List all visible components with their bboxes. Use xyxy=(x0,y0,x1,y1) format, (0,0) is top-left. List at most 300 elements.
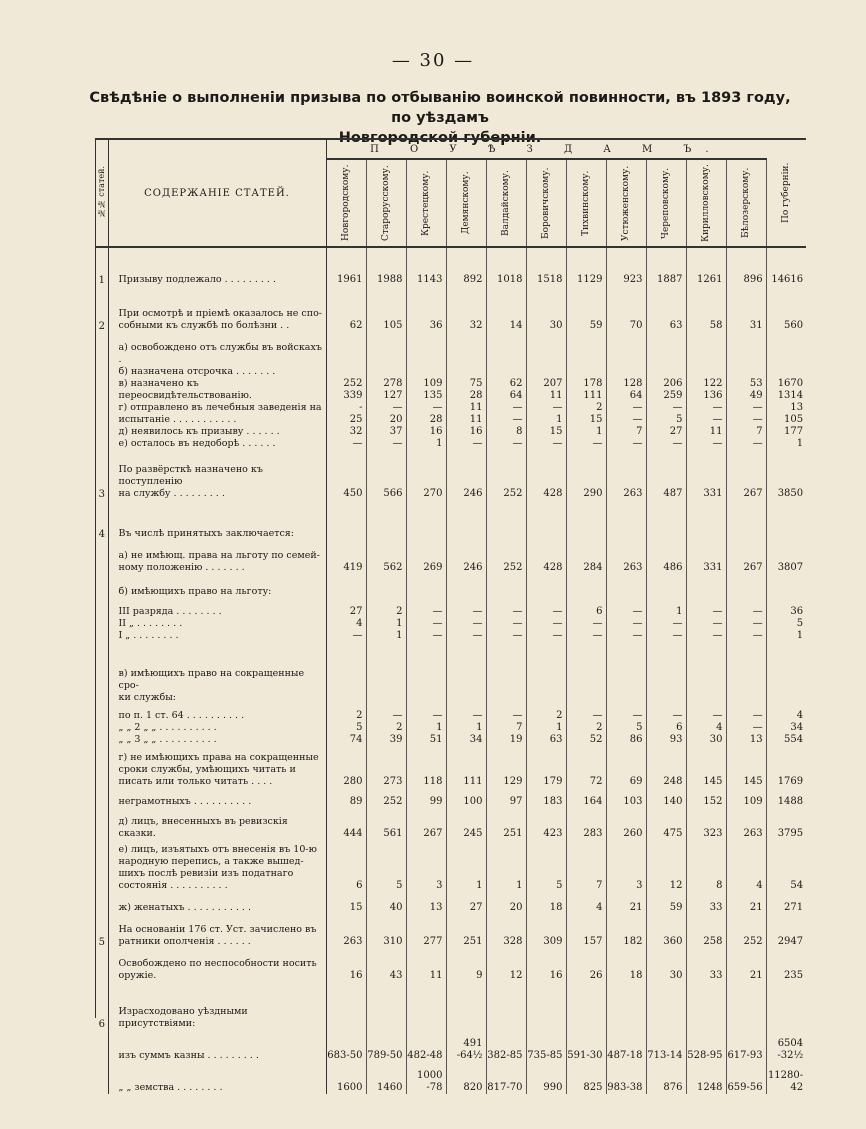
value-cell xyxy=(726,540,766,574)
value-cell xyxy=(606,746,646,788)
value-cell xyxy=(486,286,526,332)
cell-value: 278 xyxy=(383,378,403,389)
value-cell xyxy=(766,1030,806,1062)
cell-value: 252 xyxy=(503,488,523,499)
value-cell xyxy=(646,948,686,982)
cell-value: 2 xyxy=(556,710,563,721)
cell-value: 1961 xyxy=(337,274,363,285)
row-label xyxy=(108,914,326,948)
cell-value: — xyxy=(712,402,723,413)
value-cell xyxy=(726,840,766,892)
value-cell xyxy=(646,892,686,914)
value-cell xyxy=(446,982,486,1030)
value-cell xyxy=(766,704,806,746)
value-cell xyxy=(406,286,446,332)
value-cell xyxy=(726,500,766,540)
cell-value: 14616 xyxy=(771,274,804,285)
cell-value: — xyxy=(752,722,763,733)
table-row xyxy=(96,574,806,598)
cell-value: 37 xyxy=(389,426,403,437)
column-header: Демянскому. xyxy=(446,159,486,247)
value-cell xyxy=(566,704,606,746)
cell-value: 105 xyxy=(784,414,804,425)
value-cell xyxy=(406,574,446,598)
cell-value: 13 xyxy=(790,402,804,413)
cell-value: 1018 xyxy=(497,274,523,285)
value-cell xyxy=(526,914,566,948)
cell-value: 280 xyxy=(343,776,363,787)
value-cell xyxy=(326,948,366,982)
value-cell xyxy=(366,598,406,642)
row-label-line: ж) женатыхъ . . . . . . . . . . . xyxy=(118,902,251,913)
cell-value: 99 xyxy=(429,796,443,807)
cell-value: 152 xyxy=(703,796,723,807)
value-cell xyxy=(366,746,406,788)
value-cell xyxy=(646,286,686,332)
row-label-line: на службу . . . . . . . . . xyxy=(118,488,225,499)
cell-value: 5 xyxy=(676,414,683,425)
cell-value: 12 xyxy=(509,970,523,981)
value-cell xyxy=(766,914,806,948)
cell-value: 1 xyxy=(396,618,403,629)
num-header: №№ статей. xyxy=(96,139,108,247)
value-cell xyxy=(646,500,686,540)
row-label xyxy=(108,704,326,746)
value-cell xyxy=(486,500,526,540)
cell-value: 1 xyxy=(436,438,443,449)
row-label xyxy=(108,948,326,982)
cell-value: 72 xyxy=(589,776,603,787)
cell-value: 28 xyxy=(429,414,443,425)
cell-value: 21 xyxy=(749,902,763,913)
table-row xyxy=(96,948,806,982)
value-cell xyxy=(686,247,726,286)
value-cell xyxy=(526,1062,566,1094)
row-number: 2 xyxy=(96,286,108,332)
cell-value: 5 xyxy=(796,618,804,629)
value-cell xyxy=(486,704,526,746)
value-cell xyxy=(446,1062,486,1094)
cell-value: 3795 xyxy=(777,828,804,839)
cell-value: 63 xyxy=(549,734,563,745)
cell-value: — xyxy=(552,630,563,641)
table-row xyxy=(96,332,806,450)
cell-value: 487 xyxy=(663,488,683,499)
value-cell xyxy=(566,948,606,982)
cell-value: — xyxy=(512,630,523,641)
cell-value: 11 xyxy=(469,402,483,413)
cell-value: — xyxy=(632,438,643,449)
value-cell xyxy=(646,808,686,840)
cell-value: — xyxy=(552,606,563,617)
cell-value: 817-70 xyxy=(487,1082,523,1093)
cell-value: 258 xyxy=(703,936,723,947)
cell-value: 182 xyxy=(623,936,643,947)
cell-value: 283 xyxy=(583,828,603,839)
row-label-line: „ „ 2 „ „ . . . . . . . . . . xyxy=(118,722,217,733)
value-cell xyxy=(366,1062,406,1094)
cell-value: 5 xyxy=(636,722,643,733)
cell-value: 1488 xyxy=(777,796,804,807)
cell-value: 235 xyxy=(784,970,804,981)
row-number: 4 xyxy=(96,500,108,540)
value-cell xyxy=(326,642,366,704)
value-cell xyxy=(766,746,806,788)
value-cell xyxy=(446,914,486,948)
cell-value: — xyxy=(712,710,723,721)
cell-value: 4 xyxy=(756,880,763,891)
value-cell xyxy=(366,540,406,574)
cell-value: 2 xyxy=(356,710,363,721)
cell-value: 263 xyxy=(743,828,763,839)
cell-value: — xyxy=(512,402,523,413)
cell-value: 561 xyxy=(383,828,403,839)
value-cell xyxy=(686,598,726,642)
column-header: Устюженскому. xyxy=(606,159,646,247)
row-label xyxy=(108,500,326,540)
value-cell xyxy=(526,982,566,1030)
cell-value: 2 xyxy=(596,722,603,733)
cell-value: 20 xyxy=(509,902,523,913)
value-cell xyxy=(326,540,366,574)
cell-value: 659-56 xyxy=(727,1082,763,1093)
value-cell xyxy=(646,914,686,948)
cell-value: — xyxy=(752,438,763,449)
row-number xyxy=(96,746,108,788)
cell-value: 15 xyxy=(349,902,363,913)
cell-value: — xyxy=(592,438,603,449)
row-label xyxy=(108,1062,326,1094)
column-header: Старорусскому. xyxy=(366,159,406,247)
cell-value: 8 xyxy=(716,880,723,891)
value-cell xyxy=(766,982,806,1030)
value-cell xyxy=(726,1062,766,1094)
value-cell xyxy=(606,840,646,892)
row-label-line: г) отправлено въ лечебныя заведенія на xyxy=(118,402,322,413)
cell-value: — xyxy=(512,618,523,629)
row-label-line: При осмотрѣ и пріемѣ оказалось не спо- xyxy=(118,308,323,319)
row-label xyxy=(108,642,326,704)
cell-value: — xyxy=(752,414,763,425)
value-cell xyxy=(366,247,406,286)
value-cell xyxy=(566,1062,606,1094)
row-number xyxy=(96,642,108,704)
cell-value: 111 xyxy=(463,776,483,787)
value-cell xyxy=(326,1030,366,1062)
cell-value: 109 xyxy=(423,378,443,389)
cell-value: 62 xyxy=(509,378,523,389)
cell-value: 1 xyxy=(596,426,603,437)
cell-value: 892 xyxy=(463,274,483,285)
value-cell xyxy=(526,840,566,892)
cell-value: 27 xyxy=(349,606,363,617)
value-cell xyxy=(486,788,526,808)
value-cell xyxy=(486,598,526,642)
cell-value: 157 xyxy=(583,936,603,947)
value-cell xyxy=(406,704,446,746)
row-label-line: Призыву подлежало . . . . . . . . . xyxy=(118,274,276,285)
row-label-line: изъ суммъ казны . . . . . . . . . xyxy=(118,1050,259,1061)
cell-value: — xyxy=(552,402,563,413)
row-label-line: сроки службы, умѣющихъ читать и xyxy=(118,764,296,775)
row-number: 5 xyxy=(96,914,108,948)
row-label-line: II „ . . . . . . . . xyxy=(118,618,183,629)
cell-value: 1670 xyxy=(777,378,804,389)
cell-value: 1460 xyxy=(377,1082,403,1093)
cell-value: 252 xyxy=(503,562,523,573)
table-row xyxy=(96,704,806,746)
value-cell xyxy=(646,840,686,892)
value-cell xyxy=(446,746,486,788)
column-header: Новгородскому. xyxy=(326,159,366,247)
cell-value: 28 xyxy=(469,390,483,401)
value-cell xyxy=(566,598,606,642)
cell-value: 207 xyxy=(543,378,563,389)
cell-value: 122 xyxy=(703,378,723,389)
value-cell xyxy=(726,598,766,642)
value-cell xyxy=(326,704,366,746)
cell-value: 43 xyxy=(389,970,403,981)
value-cell xyxy=(566,892,606,914)
cell-value: 263 xyxy=(623,562,643,573)
cell-value: 16 xyxy=(349,970,363,981)
value-cell xyxy=(526,788,566,808)
cell-value: 109 xyxy=(743,796,763,807)
cell-value: 267 xyxy=(423,828,443,839)
cell-value: 1261 xyxy=(697,274,723,285)
cell-value: 423 xyxy=(543,828,563,839)
row-label xyxy=(108,788,326,808)
cell-value: — xyxy=(752,630,763,641)
column-header-total: По губерніи. xyxy=(766,139,806,247)
cell-value: 64 xyxy=(629,390,643,401)
cell-value: 54 xyxy=(790,880,804,891)
value-cell xyxy=(686,982,726,1030)
row-number xyxy=(96,332,108,450)
value-cell xyxy=(606,332,646,450)
cell-value: 1 xyxy=(796,630,804,641)
cell-value: — xyxy=(512,606,523,617)
value-cell xyxy=(686,1062,726,1094)
value-cell xyxy=(526,892,566,914)
table-row xyxy=(96,247,806,286)
cell-value: 49 xyxy=(749,390,763,401)
value-cell xyxy=(766,948,806,982)
cell-value: 18 xyxy=(549,902,563,913)
value-cell xyxy=(446,808,486,840)
value-cell xyxy=(726,788,766,808)
cell-value: 251 xyxy=(463,936,483,947)
cell-value: 2947 xyxy=(777,936,804,947)
value-cell xyxy=(406,892,446,914)
value-cell xyxy=(566,840,606,892)
cell-value: — xyxy=(352,630,363,641)
cell-value: 428 xyxy=(543,488,563,499)
cell-value: — xyxy=(432,402,443,413)
value-cell xyxy=(406,788,446,808)
value-cell xyxy=(606,598,646,642)
value-cell xyxy=(726,892,766,914)
table-row xyxy=(96,598,806,642)
cell-value: 6504 xyxy=(777,1038,804,1049)
value-cell xyxy=(446,642,486,704)
cell-value: — xyxy=(712,438,723,449)
value-cell xyxy=(446,540,486,574)
cell-value: 11280-42 xyxy=(767,1070,804,1093)
cell-value: — xyxy=(432,710,443,721)
value-cell xyxy=(446,840,486,892)
value-cell xyxy=(726,450,766,500)
row-label-line: состоянія . . . . . . . . . . xyxy=(118,880,228,891)
row-number xyxy=(96,840,108,892)
row-label xyxy=(108,286,326,332)
cell-value: 270 xyxy=(423,488,443,499)
cell-value: 178 xyxy=(583,378,603,389)
cell-value: — xyxy=(392,438,403,449)
value-cell xyxy=(366,892,406,914)
cell-value: 2 xyxy=(596,402,603,413)
cell-value: 39 xyxy=(389,734,403,745)
value-cell xyxy=(406,598,446,642)
cell-value: 1143 xyxy=(417,274,443,285)
value-cell xyxy=(366,948,406,982)
cell-value: — xyxy=(392,402,403,413)
value-cell xyxy=(726,746,766,788)
value-cell xyxy=(606,1030,646,1062)
cell-value: 1 xyxy=(476,880,483,891)
row-number xyxy=(96,704,108,746)
table-row xyxy=(96,1030,806,1062)
cell-value: 40 xyxy=(389,902,403,913)
cell-value: 310 xyxy=(383,936,403,947)
value-cell xyxy=(326,840,366,892)
value-cell xyxy=(326,982,366,1030)
value-cell xyxy=(446,286,486,332)
cell-value: 382-85 xyxy=(487,1050,523,1061)
cell-value: — xyxy=(552,618,563,629)
value-cell xyxy=(766,450,806,500)
value-cell xyxy=(446,500,486,540)
cell-value: — xyxy=(752,618,763,629)
cell-value: 1 xyxy=(516,880,523,891)
value-cell xyxy=(526,808,566,840)
row-label xyxy=(108,247,326,286)
value-cell xyxy=(446,948,486,982)
value-cell xyxy=(646,642,686,704)
row-label-line: Израсходовано уѣздными присутствіями: xyxy=(118,1006,248,1029)
cell-value: 6 xyxy=(356,880,363,891)
cell-value: — xyxy=(472,630,483,641)
cell-value: 206 xyxy=(663,378,683,389)
cell-value: 31 xyxy=(749,320,763,331)
value-cell xyxy=(486,914,526,948)
value-cell xyxy=(726,286,766,332)
row-label-line: е) осталось въ недоборѣ . . . . . . xyxy=(118,438,276,449)
cell-value: 1769 xyxy=(777,776,804,787)
value-cell xyxy=(326,500,366,540)
cell-value: 15 xyxy=(549,426,563,437)
value-cell xyxy=(526,540,566,574)
cell-value: 328 xyxy=(503,936,523,947)
cell-value: 1 xyxy=(556,414,563,425)
cell-value: 554 xyxy=(784,734,804,745)
value-cell xyxy=(326,574,366,598)
cell-value: 1 xyxy=(556,722,563,733)
value-cell xyxy=(566,746,606,788)
title-line-1: Свѣдѣніе о выполненіи призыва по отбыванію воинской повинности, въ 1893 году, по уѣздамъ xyxy=(89,90,791,126)
value-cell xyxy=(726,948,766,982)
cell-value: 183 xyxy=(543,796,563,807)
cell-value: 19 xyxy=(509,734,523,745)
cell-value: 1988 xyxy=(377,274,403,285)
cell-value: 118 xyxy=(423,776,443,787)
cell-value: 1314 xyxy=(777,390,804,401)
value-cell xyxy=(726,574,766,598)
value-cell xyxy=(646,746,686,788)
cell-value: 6 xyxy=(596,606,603,617)
row-label xyxy=(108,840,326,892)
table-row xyxy=(96,840,806,892)
cell-value: — xyxy=(712,618,723,629)
cell-value: 271 xyxy=(784,902,804,913)
cell-value: 566 xyxy=(383,488,403,499)
cell-value: 1248 xyxy=(697,1082,723,1093)
row-label-line: писать или только читать . . . . xyxy=(118,776,273,787)
cell-value: 34 xyxy=(790,722,804,733)
value-cell xyxy=(646,704,686,746)
value-cell xyxy=(646,332,686,450)
cell-value: 1000 xyxy=(417,1070,443,1081)
value-cell xyxy=(406,332,446,450)
value-cell xyxy=(606,808,646,840)
cell-value: 11 xyxy=(709,426,723,437)
cell-value: 486 xyxy=(663,562,683,573)
cell-value: — xyxy=(592,630,603,641)
cell-value: — xyxy=(592,710,603,721)
value-cell xyxy=(766,598,806,642)
conscription-table xyxy=(96,138,806,1094)
cell-value: 2 xyxy=(396,606,403,617)
value-cell xyxy=(486,540,526,574)
value-cell xyxy=(366,808,406,840)
value-cell xyxy=(606,1062,646,1094)
value-cell xyxy=(446,892,486,914)
cell-value: 140 xyxy=(663,796,683,807)
table-row xyxy=(96,914,806,948)
row-label xyxy=(108,332,326,450)
value-cell xyxy=(366,1030,406,1062)
value-cell xyxy=(326,808,366,840)
cell-value: 3807 xyxy=(777,562,804,573)
row-label-line: III разряда . . . . . . . . xyxy=(118,606,222,617)
row-label-line: шихъ послѣ ревизіи изъ податнаго xyxy=(118,868,294,879)
row-label-line: неграмотныхъ . . . . . . . . . . xyxy=(118,796,252,807)
cell-value: 32 xyxy=(469,320,483,331)
cell-value: 683-50 xyxy=(327,1050,363,1061)
cell-value: 16 xyxy=(429,426,443,437)
value-cell xyxy=(726,1030,766,1062)
cell-value: — xyxy=(552,438,563,449)
cell-value: 51 xyxy=(429,734,443,745)
cell-value: 14 xyxy=(509,320,523,331)
row-number xyxy=(96,540,108,574)
cell-value: 69 xyxy=(629,776,643,787)
row-number xyxy=(96,892,108,914)
cell-value: — xyxy=(632,606,643,617)
value-cell xyxy=(606,286,646,332)
value-cell xyxy=(726,332,766,450)
row-number: 1 xyxy=(96,247,108,286)
